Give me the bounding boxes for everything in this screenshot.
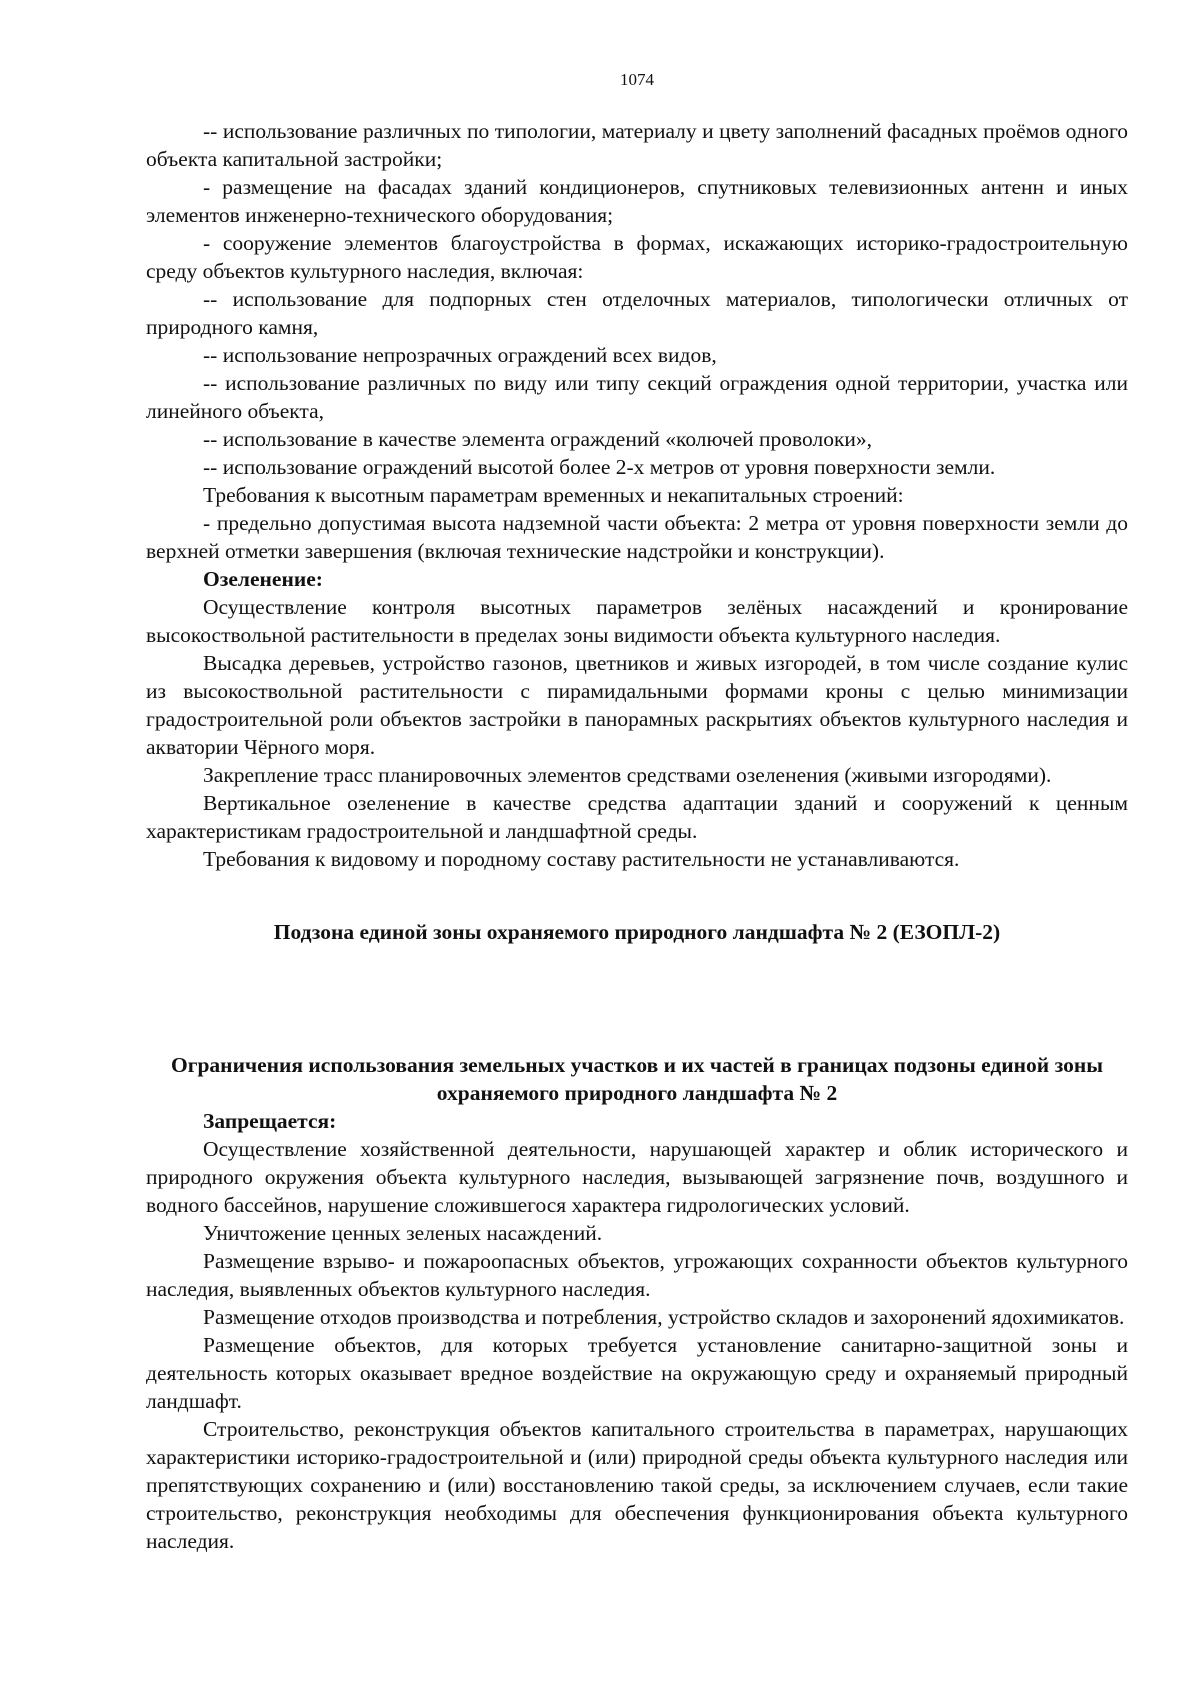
paragraph: -- использование в качестве элемента ограждений «колючей проволоки», <box>203 427 873 451</box>
paragraph: -- использование для подпорных стен отделочных материалов, типологически отличных от природного камня, <box>146 287 1128 339</box>
paragraph: -- использование различных по типологии, материалу и цвету заполнений фасадных проёмов одного объекта капитальной застройки; <box>146 119 1128 171</box>
paragraph: - предельно допустимая высота надземной части объекта: 2 метра от уровня поверхности земли до верхней отметки завершения (включая технические надстройки и конструкции). <box>146 511 1128 563</box>
paragraph: - сооружение элементов благоустройства в формах, искажающих историко-градостроительную среду объектов культурного наследия, включая: <box>146 231 1128 283</box>
paragraph: -- использование ограждений высотой более 2-х метров от уровня поверхности земли. <box>203 455 996 479</box>
paragraph: Вертикальное озеленение в качестве средства адаптации зданий и сооружений к ценным характеристикам градостроительной и ландшафтной среды. <box>146 791 1128 843</box>
paragraph: Уничтожение ценных зеленых насаждений. <box>203 1221 603 1245</box>
subzone-section <box>146 918 1128 946</box>
paragraph: Осуществление контроля высотных параметров зелёных насаждений и кронирование высокоствольной растительности в пределах зоны видимости объекта культурного наследия. <box>146 595 1128 647</box>
paragraph: Размещение отходов производства и потребления, устройство складов и захоронений ядохимикатов. <box>203 1305 1125 1329</box>
paragraph: Размещение объектов, для которых требуется установление санитарно-защитной зоны и деятельность которых оказывает вредное воздействие на окружающую среду и охраняемый природный ландшафт. <box>146 1333 1128 1413</box>
paragraph: Требования к высотным параметрам временных и некапитальных строений: <box>203 483 904 507</box>
paragraph: Строительство, реконструкция объектов капитального строительства в параметрах, нарушающих характеристики историко-градостроительной и (или) природной среды объекта культурного наследия или препятствующих сохранению и (или) восстановлению такой среды, за исключением случаев, если такие строительство, реконструкция необходимы для обеспечения функционирования объекта культурного наследия. <box>146 1417 1128 1553</box>
paragraph: Высадка деревьев, устройство газонов, цветников и живых изгородей, в том числе создание кулис из высокоствольной растительности с пирамидальными формами кроны с целью минимизации градостроительной роли объектов застройки в панорамных раскрытиях объектов культурного наследия и акватории Чёрного моря. <box>146 651 1128 759</box>
paragraph: -- использование непрозрачных ограждений всех видов, <box>203 343 717 367</box>
subzone-heading: Подзона единой зоны охраняемого природного ландшафта № 2 (ЕЗОПЛ-2) <box>273 920 1001 944</box>
restrictions-heading: Ограничения использования земельных участков и их частей в границах подзоны единой зоны охраняемого природного ландшафта № 2 <box>170 1053 1104 1105</box>
paragraph: Закрепление трасс планировочных элементов средствами озеленения (живыми изгородями). <box>203 763 1052 787</box>
page-number: 1074 <box>620 70 654 89</box>
prohibited-heading: Запрещается: <box>203 1109 337 1133</box>
paragraph: Осуществление хозяйственной деятельности, нарушающей характер и облик исторического и природного окружения объекта культурного наследия, вызывающей загрязнение почв, воздушного и водного бассейнов, нарушение сложившегося характера гидрологических условий. <box>146 1137 1128 1217</box>
paragraph: Требования к видовому и породному составу растительности не устанавливаются. <box>203 847 960 871</box>
greening-heading: Озеленение: <box>203 567 323 591</box>
document-body-bottom <box>146 1051 1128 1555</box>
paragraph: Размещение взрыво- и пожароопасных объектов, угрожающих сохранности объектов культурного наследия, выявленных объектов культурного наследия. <box>146 1249 1128 1301</box>
paragraph: -- использование различных по виду или типу секций ограждения одной территории, участка или линейного объекта, <box>146 371 1128 423</box>
document-body-top <box>146 117 1128 873</box>
paragraph: - размещение на фасадах зданий кондиционеров, спутниковых телевизионных антенн и иных элементов инженерно-технического оборудования; <box>146 175 1128 227</box>
